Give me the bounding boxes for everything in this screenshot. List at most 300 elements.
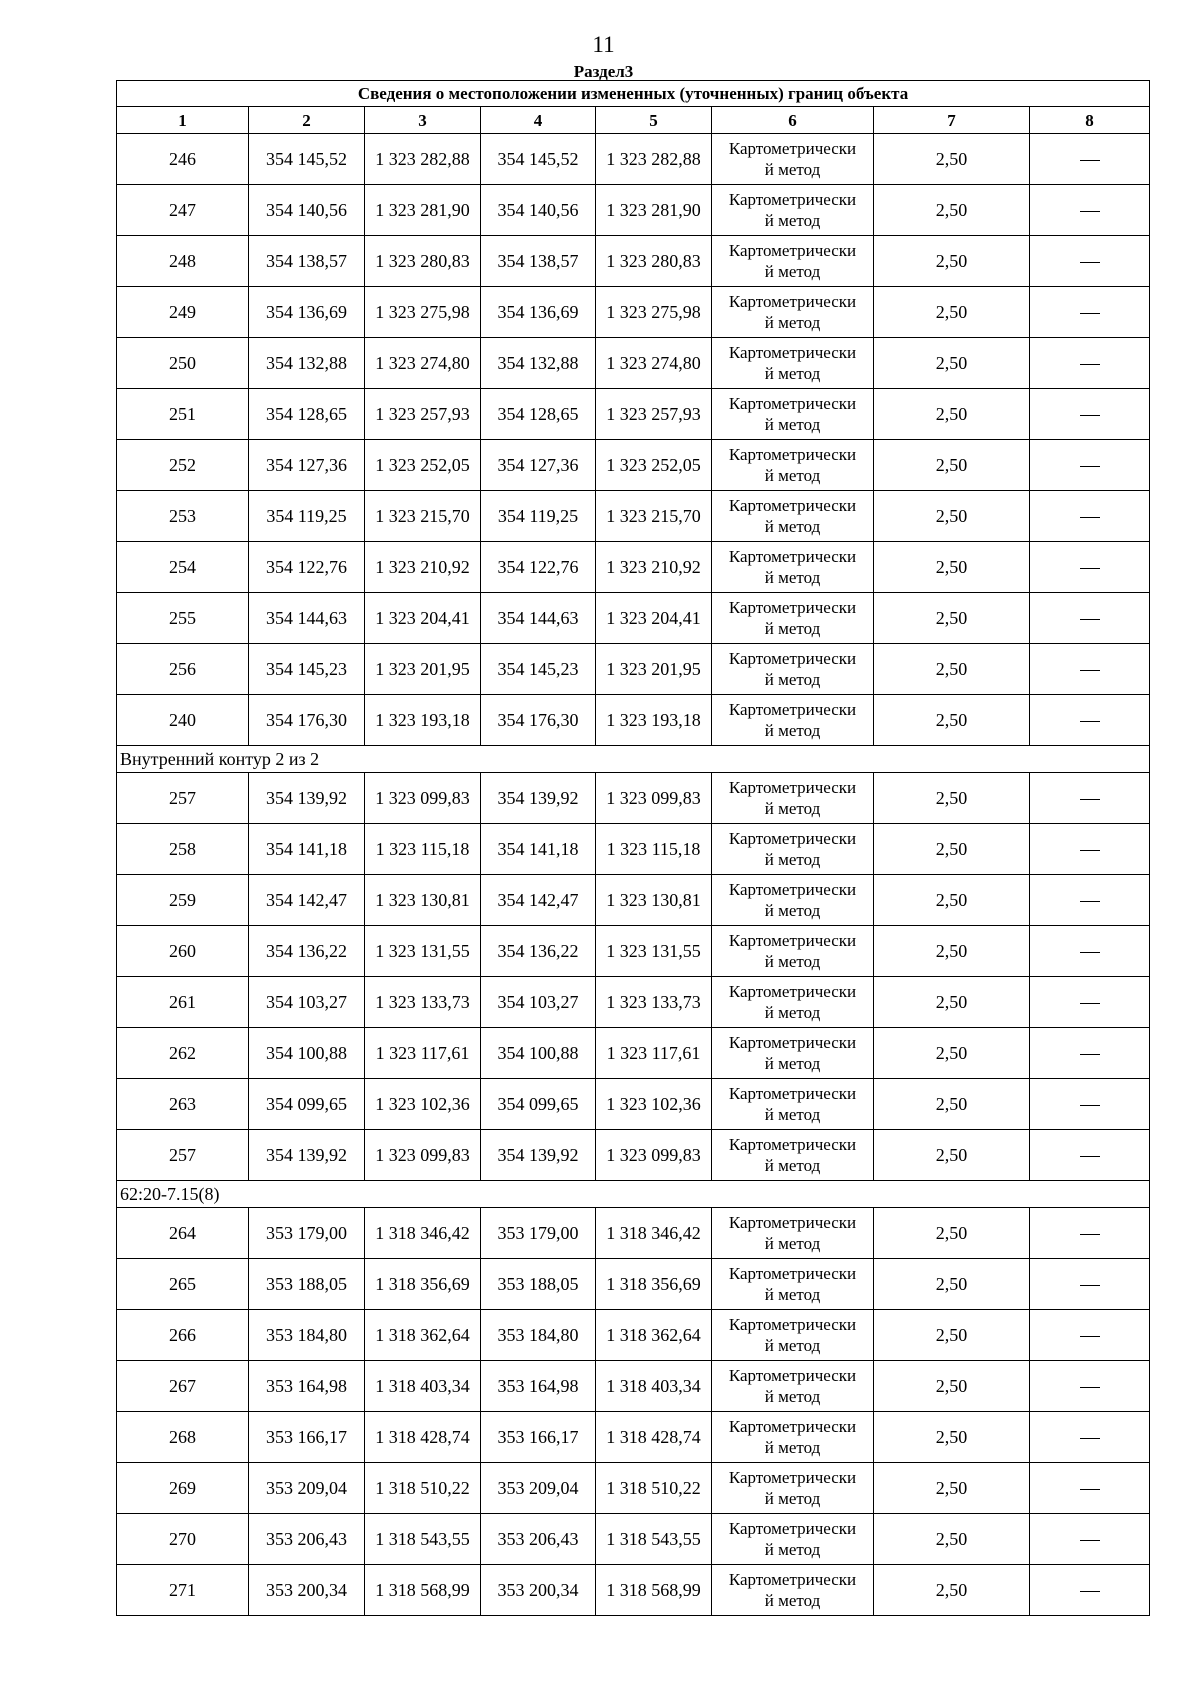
method-text-line-1: Картометрически xyxy=(728,880,857,899)
point-number-cell: 258 xyxy=(117,824,249,875)
point-number-cell: 261 xyxy=(117,977,249,1028)
y-coordinate-cell: 1 323 257,93 xyxy=(596,389,712,440)
description-cell xyxy=(1030,287,1150,338)
y-coordinate-cell: 1 323 117,61 xyxy=(365,1028,481,1079)
table-row xyxy=(117,977,1150,1028)
y-coordinate-cell: 1 318 568,99 xyxy=(365,1565,481,1616)
x-coordinate-cell: 354 145,23 xyxy=(249,644,365,695)
x-coordinate-cell: 354 141,18 xyxy=(481,824,596,875)
description-cell xyxy=(1030,977,1150,1028)
x-coordinate-cell: 354 144,63 xyxy=(481,593,596,644)
method-text-line-2: й метод xyxy=(764,1156,821,1175)
point-number-cell: 255 xyxy=(117,593,249,644)
table-row xyxy=(117,236,1150,287)
description-cell xyxy=(1030,1361,1150,1412)
description-cell xyxy=(1030,542,1150,593)
accuracy-cell: 2,50 xyxy=(874,1463,1030,1514)
method-cell xyxy=(712,134,874,185)
y-coordinate-cell: 1 323 201,95 xyxy=(365,644,481,695)
table-row xyxy=(117,1130,1150,1181)
method-text-line-1: Картометрически xyxy=(728,1315,857,1334)
method-text-line-2: й метод xyxy=(764,1438,821,1457)
point-number-cell: 246 xyxy=(117,134,249,185)
y-coordinate-cell: 1 318 510,22 xyxy=(365,1463,481,1514)
accuracy-cell: 2,50 xyxy=(874,491,1030,542)
y-coordinate-cell: 1 318 568,99 xyxy=(596,1565,712,1616)
accuracy-cell: 2,50 xyxy=(874,644,1030,695)
method-text-line-1: Картометрически xyxy=(728,547,857,566)
y-coordinate-cell: 1 323 117,61 xyxy=(596,1028,712,1079)
column-number: 1 xyxy=(117,107,249,134)
description-cell xyxy=(1030,875,1150,926)
dash-mark xyxy=(1080,799,1100,800)
point-number-cell: 248 xyxy=(117,236,249,287)
table-row xyxy=(117,440,1150,491)
x-coordinate-cell: 353 184,80 xyxy=(481,1310,596,1361)
method-text-line-2: й метод xyxy=(764,160,821,179)
dash-mark xyxy=(1080,1336,1100,1337)
dash-mark xyxy=(1080,1438,1100,1439)
table-row xyxy=(117,1463,1150,1514)
method-cell xyxy=(712,644,874,695)
y-coordinate-cell: 1 323 201,95 xyxy=(596,644,712,695)
method-cell xyxy=(712,773,874,824)
method-text-line-2: й метод xyxy=(764,1234,821,1253)
x-coordinate-cell: 354 100,88 xyxy=(481,1028,596,1079)
x-coordinate-cell: 353 188,05 xyxy=(481,1259,596,1310)
method-text-line-1: Картометрически xyxy=(728,778,857,797)
dash-mark xyxy=(1080,1234,1100,1235)
accuracy-cell: 2,50 xyxy=(874,926,1030,977)
description-cell xyxy=(1030,695,1150,746)
y-coordinate-cell: 1 323 099,83 xyxy=(365,773,481,824)
accuracy-cell: 2,50 xyxy=(874,695,1030,746)
table-row xyxy=(117,773,1150,824)
y-coordinate-cell: 1 318 356,69 xyxy=(596,1259,712,1310)
method-text-line-1: Картометрически xyxy=(728,1366,857,1385)
group-heading-row xyxy=(117,1181,1150,1208)
x-coordinate-cell: 353 164,98 xyxy=(481,1361,596,1412)
method-text-line-2: й метод xyxy=(764,619,821,638)
x-coordinate-cell: 354 136,69 xyxy=(481,287,596,338)
x-coordinate-cell: 353 164,98 xyxy=(249,1361,365,1412)
description-cell xyxy=(1030,1259,1150,1310)
y-coordinate-cell: 1 318 510,22 xyxy=(596,1463,712,1514)
method-text-line-1: Картометрически xyxy=(728,1213,857,1232)
table-row xyxy=(117,695,1150,746)
point-number-cell: 257 xyxy=(117,1130,249,1181)
x-coordinate-cell: 354 138,57 xyxy=(481,236,596,287)
accuracy-cell: 2,50 xyxy=(874,1514,1030,1565)
y-coordinate-cell: 1 323 275,98 xyxy=(365,287,481,338)
method-cell xyxy=(712,1412,874,1463)
method-cell xyxy=(712,338,874,389)
point-number-cell: 257 xyxy=(117,773,249,824)
dash-mark xyxy=(1080,850,1100,851)
method-cell xyxy=(712,389,874,440)
column-number: 2 xyxy=(249,107,365,134)
table-row xyxy=(117,1259,1150,1310)
accuracy-cell: 2,50 xyxy=(874,185,1030,236)
table-row xyxy=(117,389,1150,440)
description-cell xyxy=(1030,773,1150,824)
point-number-cell: 271 xyxy=(117,1565,249,1616)
table-row xyxy=(117,1565,1150,1616)
description-cell xyxy=(1030,338,1150,389)
x-coordinate-cell: 354 136,69 xyxy=(249,287,365,338)
accuracy-cell: 2,50 xyxy=(874,1259,1030,1310)
method-text-line-2: й метод xyxy=(764,1003,821,1022)
method-text-line-1: Картометрически xyxy=(728,1264,857,1283)
dash-mark xyxy=(1080,901,1100,902)
dash-mark xyxy=(1080,1054,1100,1055)
point-number-cell: 251 xyxy=(117,389,249,440)
method-cell xyxy=(712,1361,874,1412)
x-coordinate-cell: 354 139,92 xyxy=(249,773,365,824)
point-number-cell: 247 xyxy=(117,185,249,236)
y-coordinate-cell: 1 323 280,83 xyxy=(365,236,481,287)
method-cell xyxy=(712,1463,874,1514)
x-coordinate-cell: 353 206,43 xyxy=(249,1514,365,1565)
method-cell xyxy=(712,1079,874,1130)
x-coordinate-cell: 354 139,92 xyxy=(249,1130,365,1181)
method-text-line-2: й метод xyxy=(764,850,821,869)
point-number-cell: 270 xyxy=(117,1514,249,1565)
x-coordinate-cell: 354 119,25 xyxy=(249,491,365,542)
point-number-cell: 249 xyxy=(117,287,249,338)
x-coordinate-cell: 354 145,23 xyxy=(481,644,596,695)
x-coordinate-cell: 354 132,88 xyxy=(249,338,365,389)
x-coordinate-cell: 354 141,18 xyxy=(249,824,365,875)
table-row xyxy=(117,644,1150,695)
x-coordinate-cell: 354 100,88 xyxy=(249,1028,365,1079)
description-cell xyxy=(1030,389,1150,440)
method-text-line-2: й метод xyxy=(764,952,821,971)
x-coordinate-cell: 354 176,30 xyxy=(249,695,365,746)
x-coordinate-cell: 354 127,36 xyxy=(249,440,365,491)
accuracy-cell: 2,50 xyxy=(874,1412,1030,1463)
method-text-line-1: Картометрически xyxy=(728,649,857,668)
method-text-line-1: Картометрически xyxy=(728,931,857,950)
method-cell xyxy=(712,440,874,491)
description-cell xyxy=(1030,491,1150,542)
x-coordinate-cell: 354 139,92 xyxy=(481,1130,596,1181)
method-text-line-1: Картометрически xyxy=(728,394,857,413)
point-number-cell: 269 xyxy=(117,1463,249,1514)
x-coordinate-cell: 354 103,27 xyxy=(481,977,596,1028)
y-coordinate-cell: 1 318 428,74 xyxy=(596,1412,712,1463)
description-cell xyxy=(1030,1412,1150,1463)
x-coordinate-cell: 353 188,05 xyxy=(249,1259,365,1310)
table-row xyxy=(117,491,1150,542)
table-row xyxy=(117,185,1150,236)
method-cell xyxy=(712,236,874,287)
dash-mark xyxy=(1080,415,1100,416)
method-cell xyxy=(712,695,874,746)
method-text-line-1: Картометрически xyxy=(728,1417,857,1436)
method-text-line-1: Картометрически xyxy=(728,241,857,260)
method-text-line-1: Картометрически xyxy=(728,829,857,848)
description-cell xyxy=(1030,926,1150,977)
description-cell xyxy=(1030,824,1150,875)
dash-mark xyxy=(1080,1156,1100,1157)
table-row xyxy=(117,593,1150,644)
y-coordinate-cell: 1 323 130,81 xyxy=(596,875,712,926)
y-coordinate-cell: 1 318 346,42 xyxy=(365,1208,481,1259)
x-coordinate-cell: 354 142,47 xyxy=(481,875,596,926)
table-row xyxy=(117,287,1150,338)
method-cell xyxy=(712,593,874,644)
accuracy-cell: 2,50 xyxy=(874,593,1030,644)
x-coordinate-cell: 354 145,52 xyxy=(249,134,365,185)
point-number-cell: 263 xyxy=(117,1079,249,1130)
method-cell xyxy=(712,1130,874,1181)
method-cell xyxy=(712,491,874,542)
point-number-cell: 250 xyxy=(117,338,249,389)
method-text-line-2: й метод xyxy=(764,415,821,434)
dash-mark xyxy=(1080,517,1100,518)
description-cell xyxy=(1030,1208,1150,1259)
y-coordinate-cell: 1 323 115,18 xyxy=(365,824,481,875)
method-text-line-2: й метод xyxy=(764,1387,821,1406)
x-coordinate-cell: 353 209,04 xyxy=(481,1463,596,1514)
method-text-line-2: й метод xyxy=(764,262,821,281)
dash-mark xyxy=(1080,1591,1100,1592)
accuracy-cell: 2,50 xyxy=(874,236,1030,287)
table-caption: Сведения о местоположении измененных (уточненных) границ объекта xyxy=(117,81,1150,107)
method-text-line-2: й метод xyxy=(764,211,821,230)
description-cell xyxy=(1030,644,1150,695)
method-text-line-1: Картометрически xyxy=(728,700,857,719)
table-row xyxy=(117,1361,1150,1412)
accuracy-cell: 2,50 xyxy=(874,542,1030,593)
method-text-line-1: Картометрически xyxy=(728,1468,857,1487)
table-caption-row xyxy=(117,81,1150,107)
dash-mark xyxy=(1080,952,1100,953)
method-cell xyxy=(712,875,874,926)
y-coordinate-cell: 1 318 346,42 xyxy=(596,1208,712,1259)
method-text-line-2: й метод xyxy=(764,1336,821,1355)
y-coordinate-cell: 1 323 099,83 xyxy=(596,773,712,824)
method-text-line-1: Картометрически xyxy=(728,1135,857,1154)
x-coordinate-cell: 354 145,52 xyxy=(481,134,596,185)
point-number-cell: 260 xyxy=(117,926,249,977)
y-coordinate-cell: 1 318 362,64 xyxy=(596,1310,712,1361)
method-cell xyxy=(712,1310,874,1361)
dash-mark xyxy=(1080,619,1100,620)
point-number-cell: 268 xyxy=(117,1412,249,1463)
method-text-line-1: Картометрически xyxy=(728,496,857,515)
method-text-line-1: Картометрически xyxy=(728,598,857,617)
y-coordinate-cell: 1 318 543,55 xyxy=(365,1514,481,1565)
method-text-line-1: Картометрически xyxy=(728,1519,857,1538)
method-text-line-2: й метод xyxy=(764,1105,821,1124)
x-coordinate-cell: 354 144,63 xyxy=(249,593,365,644)
y-coordinate-cell: 1 318 403,34 xyxy=(365,1361,481,1412)
y-coordinate-cell: 1 323 215,70 xyxy=(596,491,712,542)
group-heading: Внутренний контур 2 из 2 xyxy=(117,746,1150,773)
accuracy-cell: 2,50 xyxy=(874,287,1030,338)
y-coordinate-cell: 1 323 131,55 xyxy=(596,926,712,977)
dash-mark xyxy=(1080,1387,1100,1388)
method-cell xyxy=(712,1208,874,1259)
accuracy-cell: 2,50 xyxy=(874,1310,1030,1361)
page-number: 11 xyxy=(592,32,615,57)
description-cell xyxy=(1030,134,1150,185)
x-coordinate-cell: 354 139,92 xyxy=(481,773,596,824)
x-coordinate-cell: 354 128,65 xyxy=(249,389,365,440)
table-row xyxy=(117,542,1150,593)
table-row xyxy=(117,1079,1150,1130)
dash-mark xyxy=(1080,670,1100,671)
x-coordinate-cell: 353 200,34 xyxy=(249,1565,365,1616)
y-coordinate-cell: 1 323 282,88 xyxy=(365,134,481,185)
method-text-line-2: й метод xyxy=(764,1489,821,1508)
point-number-cell: 252 xyxy=(117,440,249,491)
point-number-cell: 240 xyxy=(117,695,249,746)
y-coordinate-cell: 1 323 281,90 xyxy=(596,185,712,236)
group-heading: 62:20-7.15(8) xyxy=(117,1181,1150,1208)
point-number-cell: 254 xyxy=(117,542,249,593)
description-cell xyxy=(1030,1079,1150,1130)
y-coordinate-cell: 1 318 356,69 xyxy=(365,1259,481,1310)
method-text-line-1: Картометрически xyxy=(728,1033,857,1052)
x-coordinate-cell: 354 176,30 xyxy=(481,695,596,746)
method-cell xyxy=(712,1259,874,1310)
table-row xyxy=(117,1514,1150,1565)
y-coordinate-cell: 1 323 275,98 xyxy=(596,287,712,338)
dash-mark xyxy=(1080,1540,1100,1541)
x-coordinate-cell: 354 142,47 xyxy=(249,875,365,926)
y-coordinate-cell: 1 323 099,83 xyxy=(596,1130,712,1181)
method-text-line-1: Картометрически xyxy=(728,1084,857,1103)
y-coordinate-cell: 1 323 204,41 xyxy=(365,593,481,644)
x-coordinate-cell: 353 179,00 xyxy=(249,1208,365,1259)
x-coordinate-cell: 354 138,57 xyxy=(249,236,365,287)
description-cell xyxy=(1030,1565,1150,1616)
description-cell xyxy=(1030,185,1150,236)
dash-mark xyxy=(1080,160,1100,161)
accuracy-cell: 2,50 xyxy=(874,1565,1030,1616)
description-cell xyxy=(1030,1028,1150,1079)
accuracy-cell: 2,50 xyxy=(874,440,1030,491)
y-coordinate-cell: 1 323 204,41 xyxy=(596,593,712,644)
accuracy-cell: 2,50 xyxy=(874,824,1030,875)
accuracy-cell: 2,50 xyxy=(874,1361,1030,1412)
accuracy-cell: 2,50 xyxy=(874,1079,1030,1130)
table-row xyxy=(117,1028,1150,1079)
table-row xyxy=(117,824,1150,875)
column-number: 5 xyxy=(596,107,712,134)
point-number-cell: 259 xyxy=(117,875,249,926)
x-coordinate-cell: 354 127,36 xyxy=(481,440,596,491)
x-coordinate-cell: 354 136,22 xyxy=(249,926,365,977)
y-coordinate-cell: 1 323 099,83 xyxy=(365,1130,481,1181)
x-coordinate-cell: 354 099,65 xyxy=(249,1079,365,1130)
x-coordinate-cell: 354 103,27 xyxy=(249,977,365,1028)
dash-mark xyxy=(1080,1003,1100,1004)
x-coordinate-cell: 354 119,25 xyxy=(481,491,596,542)
dash-mark xyxy=(1080,211,1100,212)
y-coordinate-cell: 1 318 362,64 xyxy=(365,1310,481,1361)
y-coordinate-cell: 1 323 193,18 xyxy=(365,695,481,746)
table-row xyxy=(117,1310,1150,1361)
y-coordinate-cell: 1 323 210,92 xyxy=(365,542,481,593)
description-cell xyxy=(1030,236,1150,287)
x-coordinate-cell: 353 209,04 xyxy=(249,1463,365,1514)
dash-mark xyxy=(1080,721,1100,722)
method-text-line-2: й метод xyxy=(764,1540,821,1559)
x-coordinate-cell: 353 184,80 xyxy=(249,1310,365,1361)
method-text-line-1: Картометрически xyxy=(728,190,857,209)
x-coordinate-cell: 354 122,76 xyxy=(249,542,365,593)
method-cell xyxy=(712,977,874,1028)
method-text-line-1: Картометрически xyxy=(728,1570,857,1589)
method-text-line-1: Картометрически xyxy=(728,343,857,362)
accuracy-cell: 2,50 xyxy=(874,134,1030,185)
x-coordinate-cell: 353 179,00 xyxy=(481,1208,596,1259)
y-coordinate-cell: 1 323 133,73 xyxy=(596,977,712,1028)
description-cell xyxy=(1030,1514,1150,1565)
group-heading-row xyxy=(117,746,1150,773)
x-coordinate-cell: 354 136,22 xyxy=(481,926,596,977)
y-coordinate-cell: 1 323 274,80 xyxy=(365,338,481,389)
accuracy-cell: 2,50 xyxy=(874,338,1030,389)
boundary-coordinates-table xyxy=(116,80,1150,1616)
method-text-line-2: й метод xyxy=(764,799,821,818)
description-cell xyxy=(1030,593,1150,644)
y-coordinate-cell: 1 323 133,73 xyxy=(365,977,481,1028)
table-row xyxy=(117,1208,1150,1259)
table-row xyxy=(117,1412,1150,1463)
method-text-line-2: й метод xyxy=(764,568,821,587)
point-number-cell: 256 xyxy=(117,644,249,695)
y-coordinate-cell: 1 318 428,74 xyxy=(365,1412,481,1463)
accuracy-cell: 2,50 xyxy=(874,1130,1030,1181)
y-coordinate-cell: 1 323 282,88 xyxy=(596,134,712,185)
method-text-line-2: й метод xyxy=(764,1285,821,1304)
dash-mark xyxy=(1080,313,1100,314)
method-text-line-1: Картометрически xyxy=(728,982,857,1001)
column-number: 8 xyxy=(1030,107,1150,134)
y-coordinate-cell: 1 323 102,36 xyxy=(365,1079,481,1130)
description-cell xyxy=(1030,440,1150,491)
method-text-line-2: й метод xyxy=(764,1054,821,1073)
dash-mark xyxy=(1080,262,1100,263)
y-coordinate-cell: 1 323 274,80 xyxy=(596,338,712,389)
y-coordinate-cell: 1 323 215,70 xyxy=(365,491,481,542)
column-number: 6 xyxy=(712,107,874,134)
accuracy-cell: 2,50 xyxy=(874,1028,1030,1079)
accuracy-cell: 2,50 xyxy=(874,977,1030,1028)
x-coordinate-cell: 353 166,17 xyxy=(481,1412,596,1463)
x-coordinate-cell: 354 140,56 xyxy=(481,185,596,236)
x-coordinate-cell: 354 099,65 xyxy=(481,1079,596,1130)
dash-mark xyxy=(1080,1285,1100,1286)
method-cell xyxy=(712,542,874,593)
description-cell xyxy=(1030,1310,1150,1361)
point-number-cell: 253 xyxy=(117,491,249,542)
method-text-line-2: й метод xyxy=(764,313,821,332)
dash-mark xyxy=(1080,1489,1100,1490)
y-coordinate-cell: 1 323 252,05 xyxy=(365,440,481,491)
accuracy-cell: 2,50 xyxy=(874,875,1030,926)
method-cell xyxy=(712,287,874,338)
column-number: 7 xyxy=(874,107,1030,134)
description-cell xyxy=(1030,1463,1150,1514)
method-text-line-1: Картометрически xyxy=(728,292,857,311)
method-text-line-2: й метод xyxy=(764,721,821,740)
